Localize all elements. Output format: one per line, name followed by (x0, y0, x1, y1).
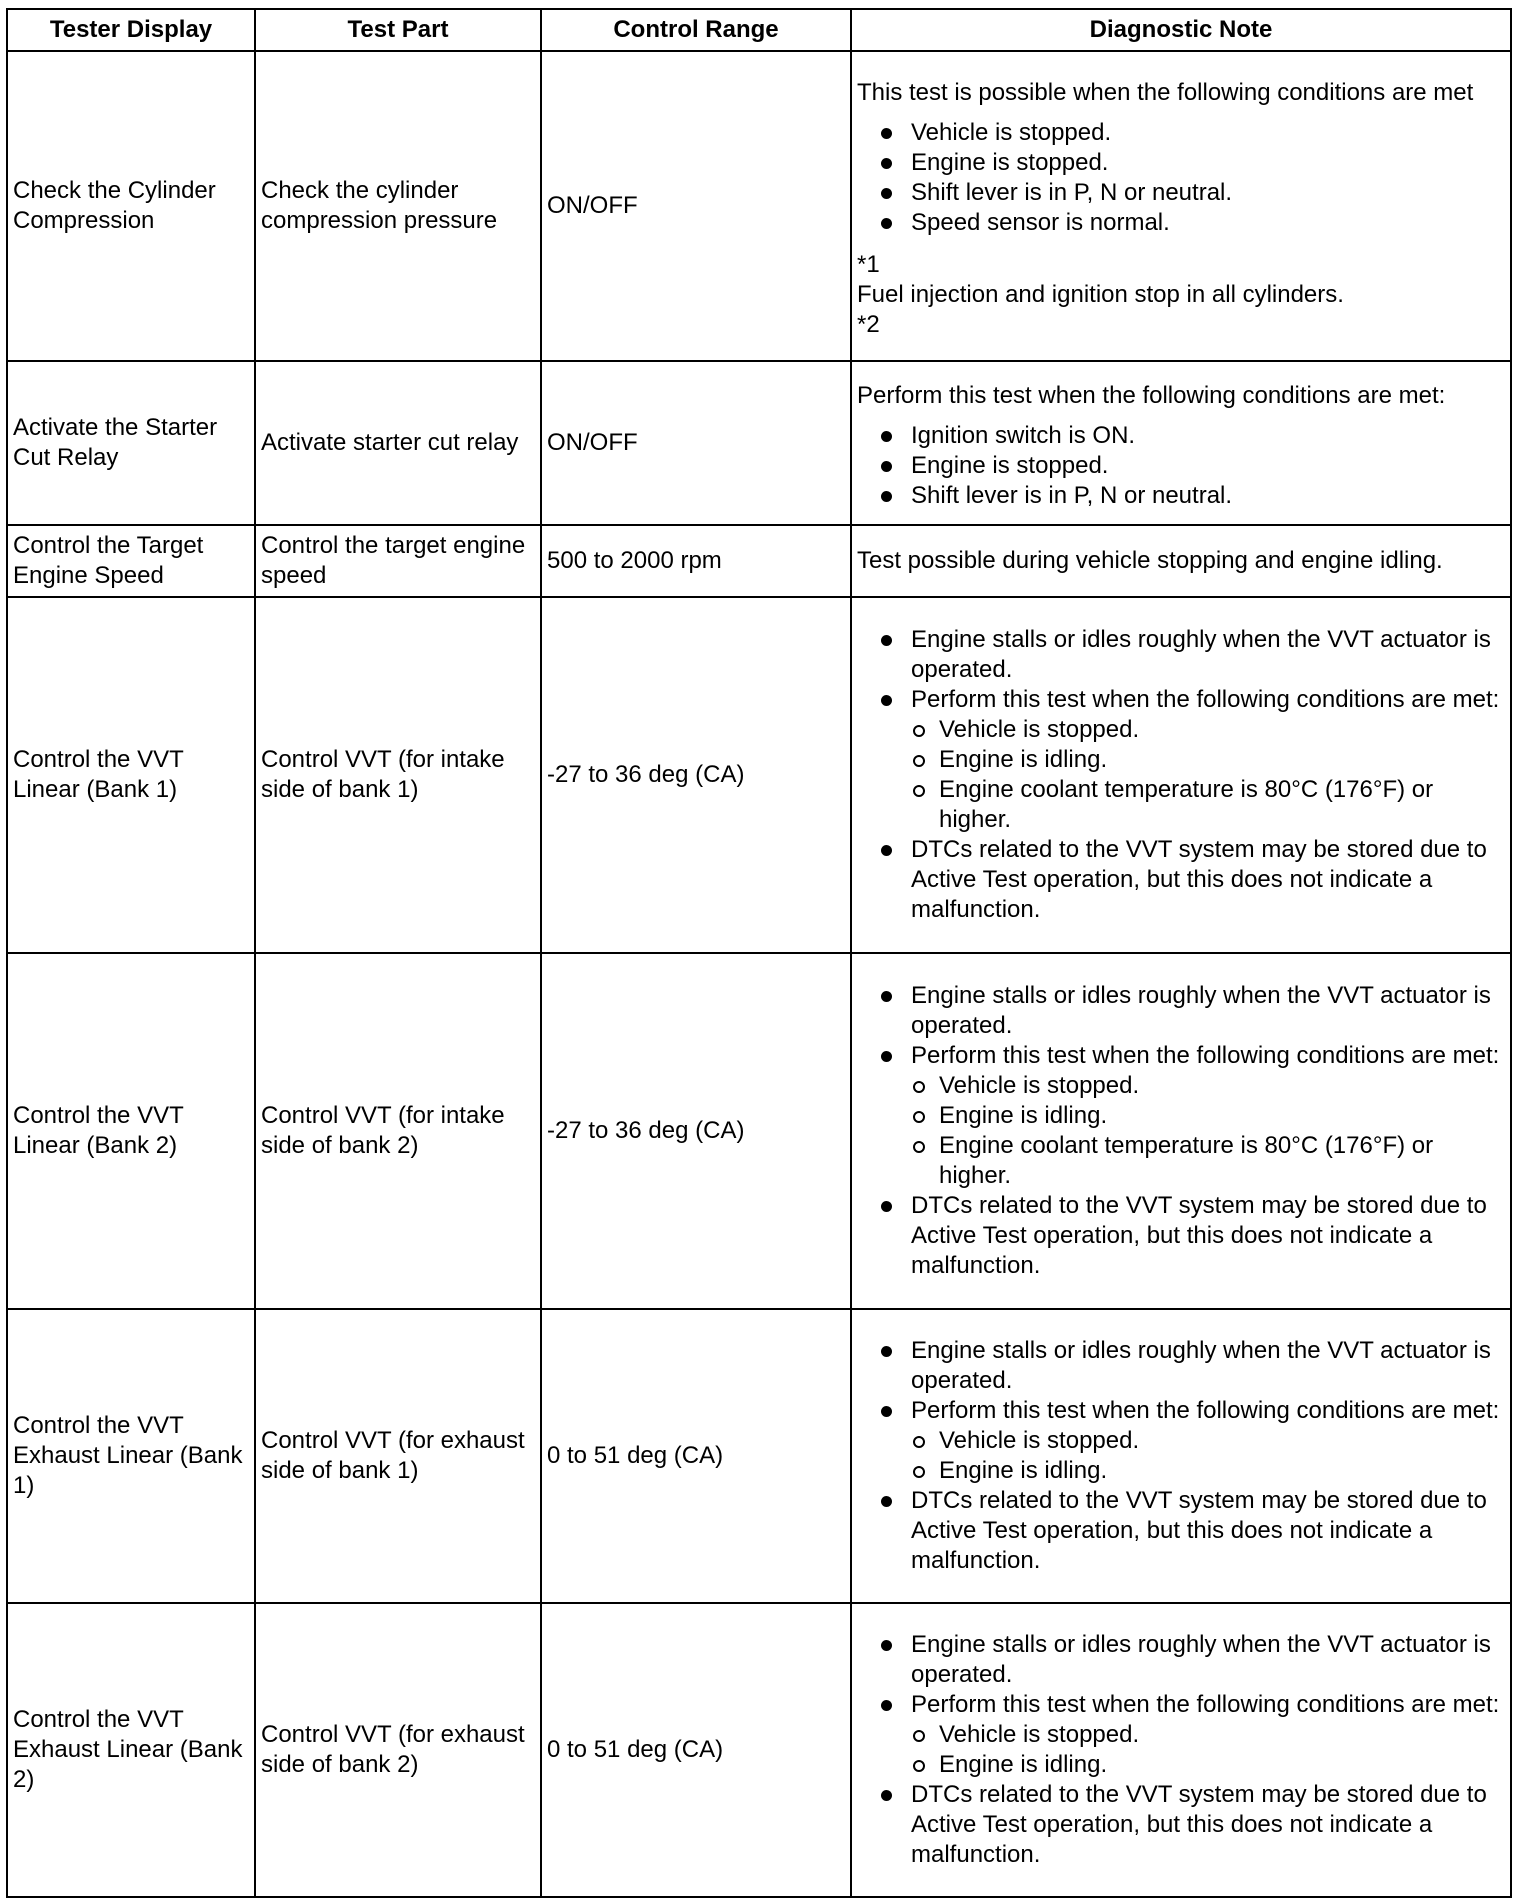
sublist-item: Vehicle is stopped. (911, 1426, 1505, 1456)
footnote-text: Fuel injection and ignition stop in all cylinders. (857, 281, 1344, 308)
control-range-cell: 500 to 2000 rpm (541, 525, 851, 597)
condition-sublist (911, 1071, 1505, 1191)
list-item (857, 1041, 1505, 1191)
tester-display-cell: Control the Target Engine Speed (7, 525, 255, 597)
diagnostic-note-cell (851, 597, 1511, 953)
list-item: DTCs related to the VVT system may be stored due to Active Test operation, but this does not indicate a malfunction. (857, 1486, 1505, 1576)
control-range-cell: -27 to 36 deg (CA) (541, 953, 851, 1309)
header-tester-display: Tester Display (7, 9, 255, 51)
note-list (857, 981, 1505, 1281)
diagnostic-note-cell: Test possible during vehicle stopping and engine idling. (851, 525, 1511, 597)
table-row (7, 597, 1511, 953)
diagnostic-note-cell (851, 953, 1511, 1309)
diagnostic-note-cell (851, 1309, 1511, 1603)
condition-intro: Perform this test when the following conditions are met: (911, 1397, 1500, 1424)
list-item: Engine is stopped. (857, 148, 1505, 178)
test-part-cell: Control VVT (for exhaust side of bank 2) (255, 1603, 541, 1897)
tester-display-cell: Check the Cylinder Compression (7, 51, 255, 361)
condition-list (857, 118, 1505, 238)
header-control-range: Control Range (541, 9, 851, 51)
tester-display-cell: Control the VVT Exhaust Linear (Bank 1) (7, 1309, 255, 1603)
condition-intro: Perform this test when the following conditions are met: (911, 1691, 1500, 1718)
note-list (857, 1336, 1505, 1576)
control-range-cell: -27 to 36 deg (CA) (541, 597, 851, 953)
table-row (7, 361, 1511, 525)
test-part-cell: Control VVT (for exhaust side of bank 1) (255, 1309, 541, 1603)
condition-sublist (911, 1426, 1505, 1486)
table-row (7, 51, 1511, 361)
condition-intro: Perform this test when the following conditions are met: (911, 686, 1500, 713)
sublist-item: Engine is idling. (911, 1101, 1505, 1131)
sublist-item: Vehicle is stopped. (911, 1071, 1505, 1101)
list-item (857, 685, 1505, 835)
list-item: Vehicle is stopped. (857, 118, 1505, 148)
list-item: Engine stalls or idles roughly when the VVT actuator is operated. (857, 1336, 1505, 1396)
sublist-item: Vehicle is stopped. (911, 715, 1505, 745)
list-item (857, 1690, 1505, 1780)
test-part-cell: Activate starter cut relay (255, 361, 541, 525)
sublist-item: Vehicle is stopped. (911, 1720, 1505, 1750)
list-item: DTCs related to the VVT system may be stored due to Active Test operation, but this does not indicate a malfunction. (857, 1191, 1505, 1281)
test-part-cell: Control VVT (for intake side of bank 2) (255, 953, 541, 1309)
note-intro: This test is possible when the following conditions are met (857, 79, 1474, 106)
footnote-marker-1: *1 (857, 251, 880, 278)
list-item: Engine stalls or idles roughly when the VVT actuator is operated. (857, 625, 1505, 685)
control-range-cell: 0 to 51 deg (CA) (541, 1309, 851, 1603)
control-range-cell: ON/OFF (541, 361, 851, 525)
test-part-cell: Control VVT (for intake side of bank 1) (255, 597, 541, 953)
sublist-item: Engine is idling. (911, 1456, 1505, 1486)
list-item: Engine is stopped. (857, 451, 1505, 481)
table-row (7, 1309, 1511, 1603)
active-test-table-container (6, 8, 1510, 1898)
tester-display-cell: Control the VVT Exhaust Linear (Bank 2) (7, 1603, 255, 1897)
table-row (7, 953, 1511, 1309)
sublist-item: Engine is idling. (911, 1750, 1505, 1780)
note-list (857, 625, 1505, 925)
header-diagnostic-note: Diagnostic Note (851, 9, 1511, 51)
list-item: Ignition switch is ON. (857, 421, 1505, 451)
condition-list (857, 421, 1505, 511)
tester-display-cell: Control the VVT Linear (Bank 1) (7, 597, 255, 953)
list-item: Shift lever is in P, N or neutral. (857, 178, 1505, 208)
list-item: DTCs related to the VVT system may be stored due to Active Test operation, but this does not indicate a malfunction. (857, 835, 1505, 925)
diagnostic-note-cell (851, 51, 1511, 361)
list-item: Engine stalls or idles roughly when the VVT actuator is operated. (857, 981, 1505, 1041)
footnote-marker-2: *2 (857, 311, 880, 338)
test-part-cell: Control the target engine speed (255, 525, 541, 597)
tester-display-cell: Control the VVT Linear (Bank 2) (7, 953, 255, 1309)
control-range-cell: 0 to 51 deg (CA) (541, 1603, 851, 1897)
condition-intro: Perform this test when the following conditions are met: (911, 1042, 1500, 1069)
diagnostic-note-cell (851, 1603, 1511, 1897)
header-test-part: Test Part (255, 9, 541, 51)
list-item: DTCs related to the VVT system may be stored due to Active Test operation, but this does not indicate a malfunction. (857, 1780, 1505, 1870)
table-header-row (7, 9, 1511, 51)
list-item: Engine stalls or idles roughly when the VVT actuator is operated. (857, 1630, 1505, 1690)
list-item: Shift lever is in P, N or neutral. (857, 481, 1505, 511)
list-item (857, 1396, 1505, 1486)
sublist-item: Engine coolant temperature is 80°C (176°F) or higher. (911, 1131, 1505, 1191)
list-item: Speed sensor is normal. (857, 208, 1505, 238)
note-intro: Perform this test when the following conditions are met: (857, 382, 1446, 409)
test-part-cell: Check the cylinder compression pressure (255, 51, 541, 361)
condition-sublist (911, 715, 1505, 835)
sublist-item: Engine is idling. (911, 745, 1505, 775)
tester-display-cell: Activate the Starter Cut Relay (7, 361, 255, 525)
control-range-cell: ON/OFF (541, 51, 851, 361)
sublist-item: Engine coolant temperature is 80°C (176°F) or higher. (911, 775, 1505, 835)
condition-sublist (911, 1720, 1505, 1780)
active-test-table (6, 8, 1512, 1898)
table-row (7, 1603, 1511, 1897)
note-list (857, 1630, 1505, 1870)
table-row (7, 525, 1511, 597)
diagnostic-note-cell (851, 361, 1511, 525)
